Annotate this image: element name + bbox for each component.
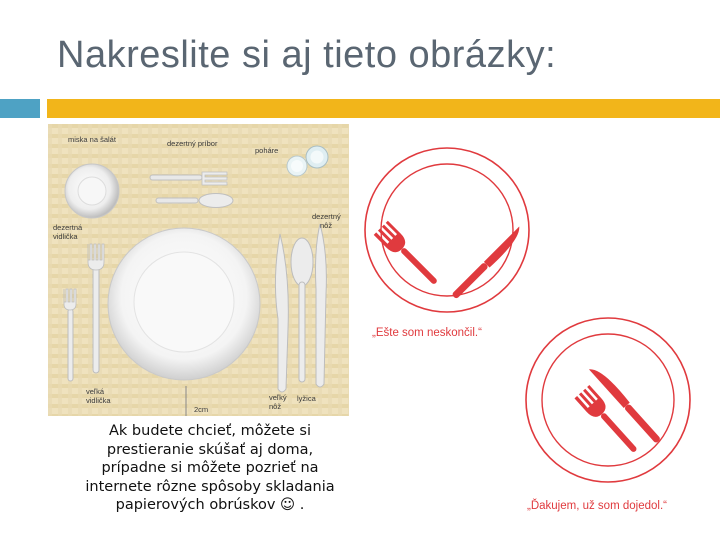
- label-big-fork-2: vidlička: [86, 396, 111, 405]
- signal-finished-label: „Ďakujem, už som dojedol.“: [527, 500, 667, 512]
- label-glasses: poháre: [255, 146, 279, 155]
- plate-finished: [526, 318, 690, 482]
- slide-caption: [60, 422, 360, 515]
- caption-line: internete rôzne spôsoby skladania: [85, 478, 335, 495]
- caption-line: prestieranie skúšať aj doma,: [106, 441, 314, 458]
- label-distance: 2cm: [194, 405, 209, 414]
- label-big-knife-1: veľký: [269, 393, 287, 402]
- table-setting-illustration: [48, 124, 349, 416]
- label-salad-bowl: miska na šalát: [68, 135, 116, 144]
- plate-not-finished: [365, 148, 529, 312]
- dessert-knife: [316, 224, 327, 387]
- label-dessert-fork-2: vidlička: [53, 232, 78, 241]
- caption-line: prípadne si môžete pozrieť na: [101, 460, 319, 476]
- accent-bar-blue: [0, 99, 40, 118]
- signal-not-finished-label: „Ešte som neskončil.“: [372, 327, 482, 339]
- caption-line: papierových obrúskov ☺ .: [115, 497, 305, 513]
- caption-line: Ak budete chcieť, môžete si: [109, 423, 311, 439]
- label-dessert-knife-1: dezertný: [312, 212, 341, 221]
- label-big-fork-1: veľká: [86, 387, 105, 396]
- cutlery-signals-illustration: [360, 124, 720, 534]
- label-dessert-cutlery: dezertný príbor: [167, 139, 218, 148]
- label-dessert-knife-2: nôž: [320, 221, 333, 230]
- slide-title: Nakreslite si aj tieto obrázky:: [57, 34, 557, 76]
- accent-bar-yellow: [47, 99, 720, 118]
- label-spoon: lyžica: [297, 394, 316, 403]
- label-dessert-fork-1: dezertná: [53, 223, 83, 232]
- label-big-knife-2: nôž: [269, 402, 282, 411]
